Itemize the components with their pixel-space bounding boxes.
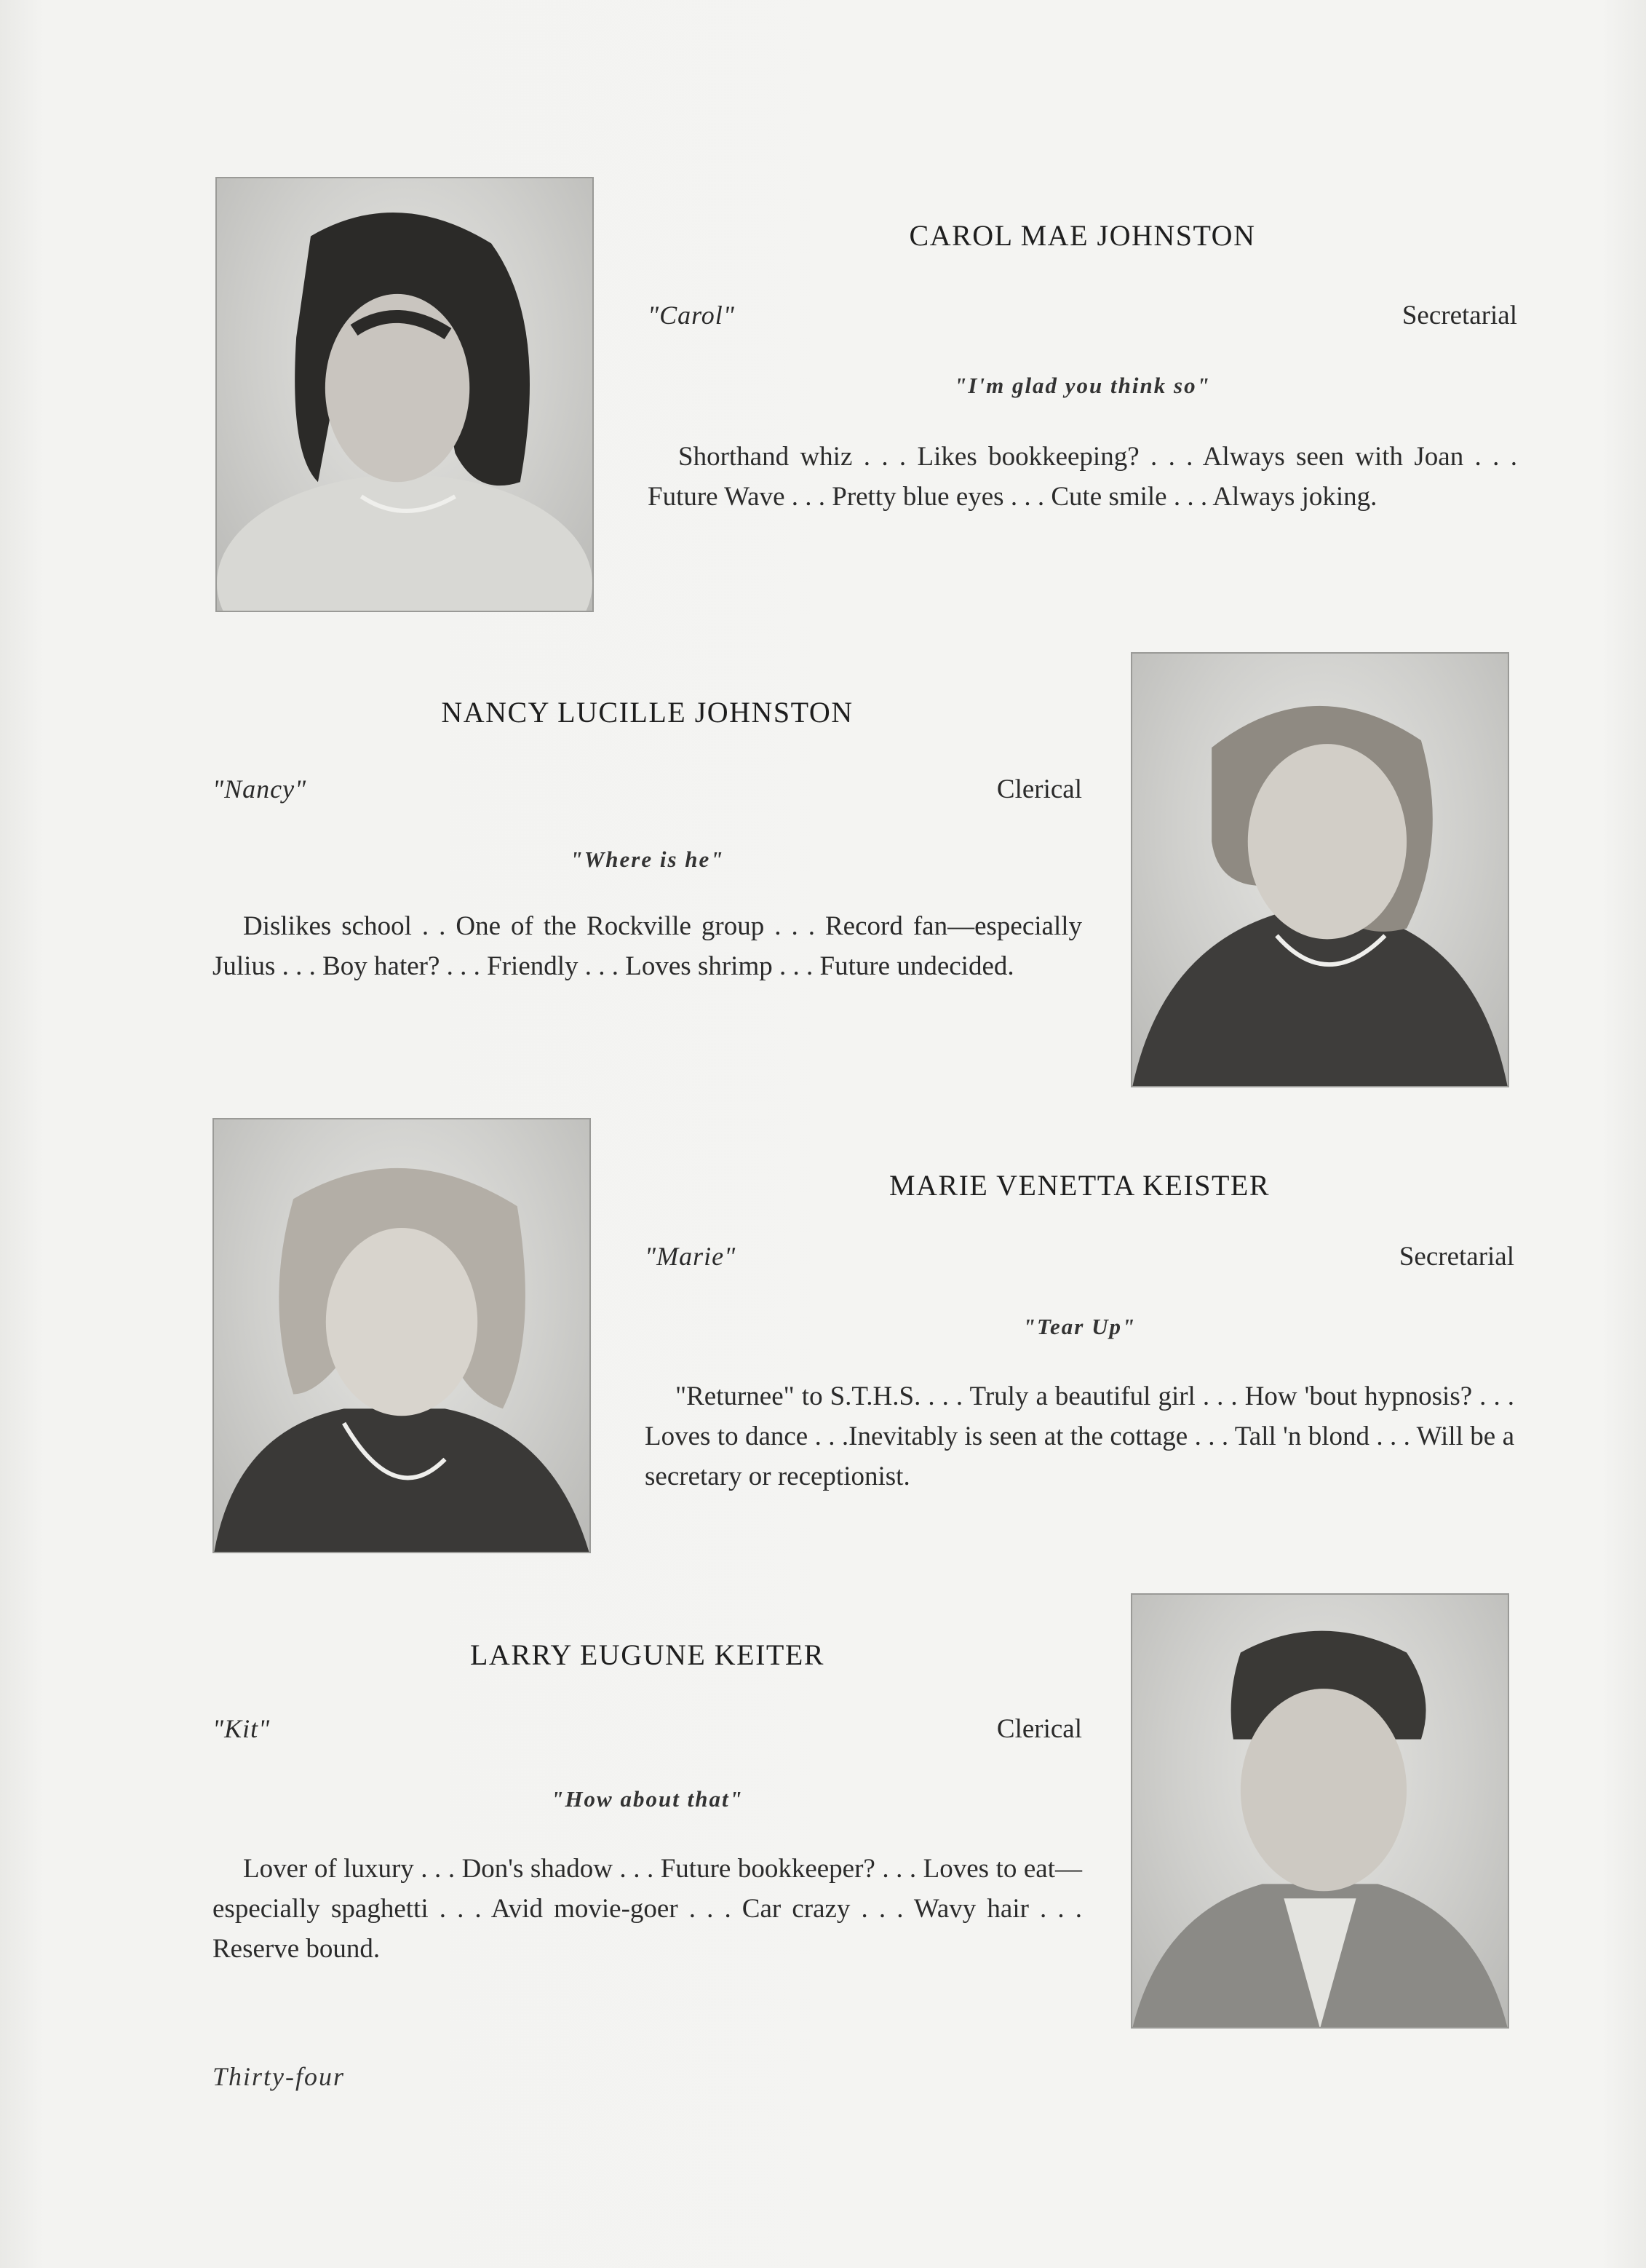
student-name: NANCY LUCILLE JOHNSTON	[441, 696, 854, 729]
senior-entry-marie	[645, 1168, 1514, 1510]
student-motto: "Tear Up"	[1022, 1314, 1137, 1339]
student-motto: "I'm glad you think so"	[954, 373, 1211, 398]
student-course: Clerical	[996, 774, 1082, 804]
senior-entry-nancy	[212, 695, 1082, 1037]
student-description: Lover of luxury . . . Don's shadow . . . Future bookkeeper? . . . Loves to eat—especially spaghetti . . . Avid movie-goer . . . Car crazy . . . Wavy hair . . . Reserve bound.	[212, 1854, 1082, 1964]
senior-entry-carol	[648, 218, 1517, 560]
student-course: Secretarial	[1402, 301, 1517, 330]
student-name: MARIE VENETTA KEISTER	[888, 1169, 1271, 1202]
portrait-photo-marie	[212, 1118, 591, 1553]
portrait-photo-nancy	[1131, 652, 1509, 1087]
senior-entry-larry	[212, 1638, 1082, 1980]
page-number: Thirty-four	[212, 2062, 346, 2091]
portrait-photo-larry	[1131, 1593, 1509, 2029]
student-name: LARRY EUGUNE KEITER	[470, 1638, 824, 1671]
student-description: Shorthand whiz . . . Likes bookkeeping? . . . Always seen with Joan . . . Future Wave . . . Pretty blue eyes . . . Cute smile . . . Always joking.	[648, 442, 1517, 512]
student-motto: "How about that"	[551, 1786, 744, 1812]
student-description: "Returnee" to S.T.H.S. . . . Truly a beautiful girl . . . How 'bout hypnosis? . . . Loves to dance . . .Inevitably is seen at the cottage . . . Tall 'n blond . . . Will be a secretary or receptionist.	[645, 1381, 1514, 1491]
student-nickname: "Nancy"	[212, 774, 307, 804]
student-nickname: "Carol"	[648, 301, 735, 330]
student-nickname: "Marie"	[645, 1242, 736, 1271]
student-description: Dislikes school . . One of the Rockville group . . . Record fan—especially Julius . . . Boy hater? . . . Friendly . . . Loves shrimp . . . Future undecided.	[212, 911, 1082, 981]
student-nickname: "Kit"	[212, 1714, 271, 1743]
student-name: CAROL MAE JOHNSTON	[909, 219, 1256, 252]
student-motto: "Where is he"	[570, 846, 725, 872]
portrait-photo-carol	[215, 177, 594, 612]
student-course: Secretarial	[1399, 1242, 1514, 1272]
student-course: Clerical	[996, 1714, 1082, 1744]
